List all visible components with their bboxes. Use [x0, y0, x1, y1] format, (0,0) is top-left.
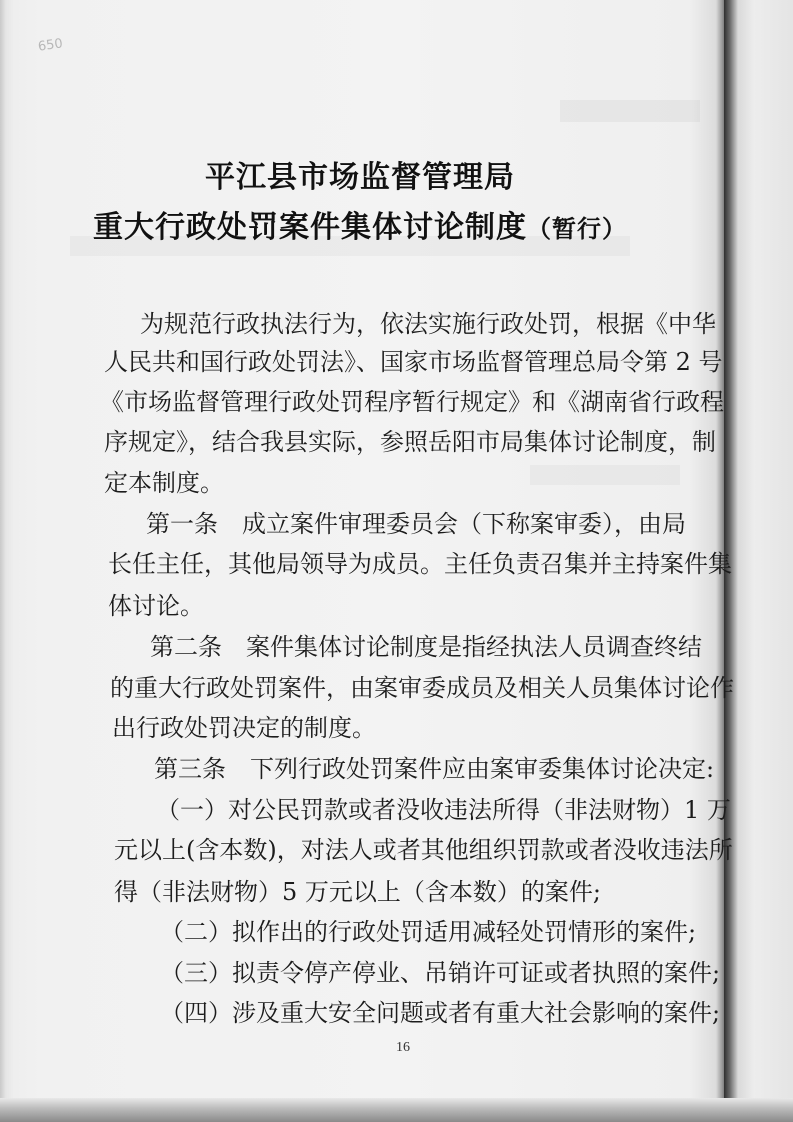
body-line-1: 为规范行政执法行为，依法实施行政处罚，根据《中华 — [140, 310, 716, 338]
article-3-item-1-line-2: 元以上(含本数)，对法人或者其他组织罚款或者没收违法所 — [114, 836, 733, 864]
article-3-item-1-line-3: 得（非法财物）5 万元以上（含本数）的案件; — [114, 878, 601, 906]
title-main: 重大行政处罚案件集体讨论制度 — [93, 210, 527, 245]
handwritten-page-mark: 650 — [37, 36, 64, 55]
show-through-shadow — [530, 465, 680, 485]
article-2-line-3: 出行政处罚决定的制度。 — [112, 714, 376, 742]
article-3-item-3: （三）拟责令停产停业、吊销许可证或者执照的案件; — [160, 959, 721, 987]
show-through-shadow — [560, 100, 700, 122]
article-2-line-1: 第二条 案件集体讨论制度是指经执法人员调查终结 — [150, 633, 702, 661]
article-3-line-1: 第三条 下列行政处罚案件应由案审委集体讨论决定: — [154, 755, 715, 783]
article-3-item-4: （四）涉及重大安全问题或者有重大社会影响的案件; — [160, 999, 721, 1027]
article-1-line-1: 第一条 成立案件审理委员会（下称案审委），由局 — [146, 510, 686, 538]
document-title-line-1: 平江县市场监督管理局 — [205, 160, 515, 195]
article-3-item-1-line-1: （一）对公民罚款或者没收违法所得（非法财物）1 万 — [156, 796, 731, 824]
body-line-5: 定本制度。 — [104, 469, 224, 497]
article-1-line-3: 体讨论。 — [108, 592, 204, 620]
next-page-edge — [724, 0, 793, 1122]
article-3-item-2: （二）拟作出的行政处罚适用减轻处罚情形的案件; — [160, 918, 697, 946]
page-bottom-edge — [0, 1098, 793, 1122]
body-line-4: 序规定》，结合我县实际，参照岳阳市局集体讨论制度，制 — [104, 428, 716, 456]
article-2-line-2: 的重大行政处罚案件，由案审委成员及相关人员集体讨论作 — [110, 674, 734, 702]
document-title-line-2 — [0, 202, 720, 246]
article-1-line-2: 长任主任，其他局领导为成员。主任负责召集并主持案件集 — [108, 550, 732, 578]
title-suffix: （暂行） — [527, 215, 627, 243]
page-number: 16 — [396, 1040, 410, 1055]
body-line-3: 《市场监督管理行政处罚程序暂行规定》和《湖南省行政程 — [100, 388, 724, 416]
body-line-2: 人民共和国行政处罚法》、国家市场监督管理总局令第 2 号 — [104, 348, 723, 376]
